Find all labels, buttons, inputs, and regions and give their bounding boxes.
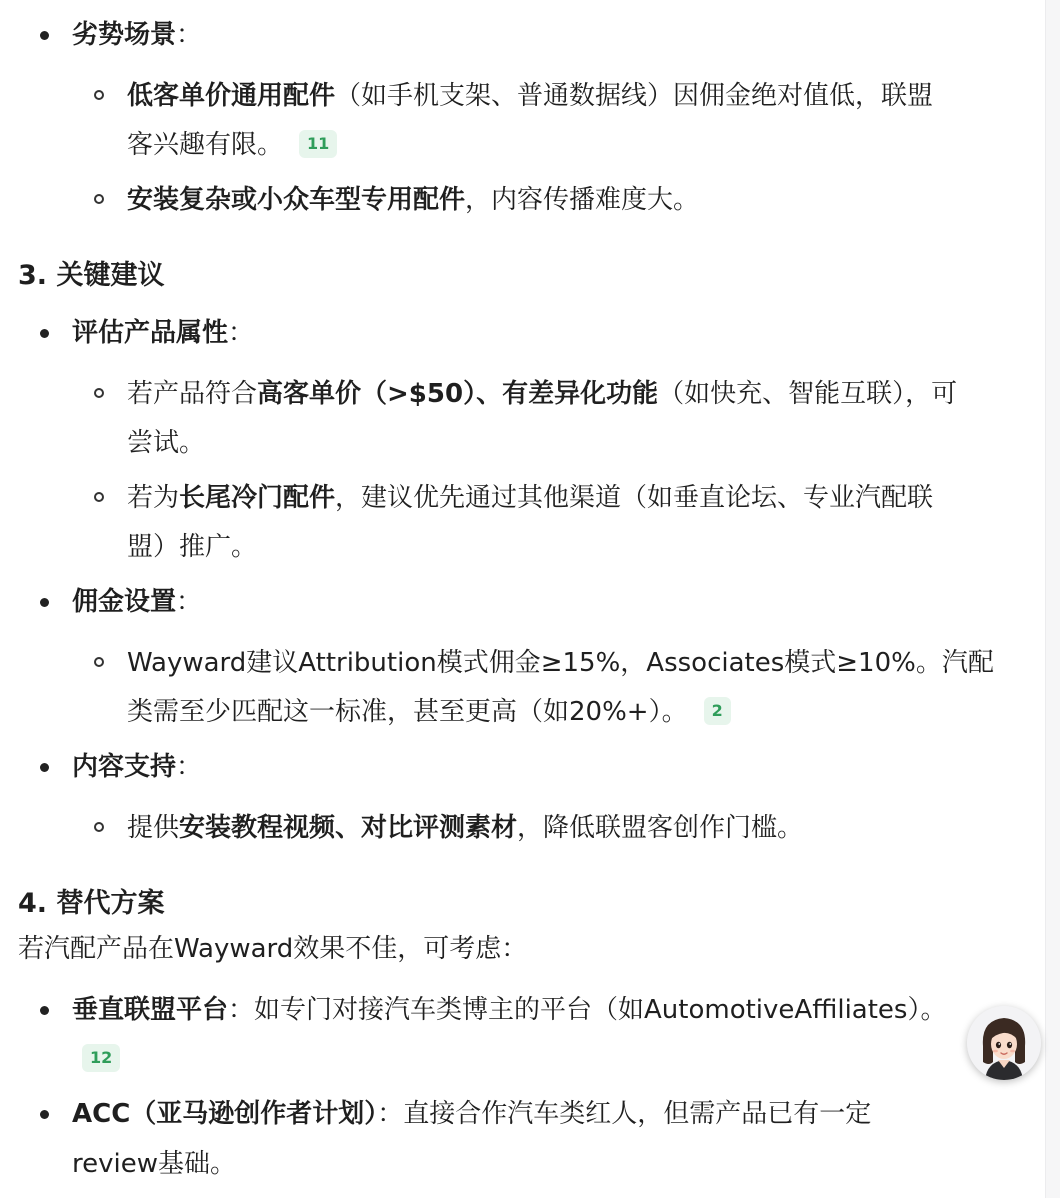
bold-text: 垂直联盟平台: [72, 995, 229, 1025]
item-label: 内容支持: [72, 752, 177, 782]
list-item: [72, 742, 202, 792]
circle-bullet: [94, 388, 104, 398]
text: 若为: [127, 483, 180, 513]
bold-text: 有差异化功能: [502, 379, 659, 409]
text: Wayward建议Attribution模式佣金≥15%，Associates模式≥10%。汽配: [127, 648, 994, 678]
section-heading: 3. 关键建议: [18, 260, 165, 291]
circle-bullet: [94, 657, 104, 667]
citation-badge[interactable]: 2: [704, 697, 731, 725]
item-label: 劣势场景: [72, 20, 177, 50]
text: ，内容传播难度大。: [465, 185, 700, 215]
citation-badge[interactable]: 11: [299, 130, 337, 158]
sub-list-item: [127, 804, 1012, 853]
sub-list-item: [127, 176, 1012, 225]
list-item: [72, 1089, 871, 1189]
bullet-dot: [40, 763, 49, 772]
text: review基础。: [72, 1149, 236, 1179]
colon: ：: [176, 752, 203, 782]
circle-bullet: [94, 194, 104, 204]
citation-badge[interactable]: 12: [82, 1044, 120, 1072]
circle-bullet: [94, 492, 104, 502]
bullet-dot: [40, 1110, 49, 1119]
item-label: 评估产品属性: [72, 318, 229, 348]
text: 盟）推广。: [127, 532, 258, 562]
text: ：直接合作汽车类红人，但需产品已有一定: [377, 1099, 872, 1129]
bullet-dot: [40, 31, 49, 40]
text: ，建议优先通过其他渠道（如垂直论坛、专业汽配联: [335, 483, 934, 513]
section-heading: 4. 替代方案: [18, 888, 165, 919]
colon: ：: [228, 318, 255, 348]
assistant-avatar-button[interactable]: [967, 1006, 1041, 1080]
text: 提供: [127, 813, 180, 843]
circle-bullet: [94, 90, 104, 100]
text: 尝试。: [127, 428, 206, 458]
sub-list-item: [127, 639, 1012, 737]
text: 客兴趣有限。: [127, 130, 284, 160]
bold-text: 安装复杂或小众车型专用配件: [127, 185, 466, 215]
list-item: [72, 577, 202, 627]
text: 若产品符合: [127, 379, 258, 409]
bullet-dot: [40, 329, 49, 338]
scrollbar-track[interactable]: [1045, 0, 1060, 1198]
bullet-dot: [40, 598, 49, 607]
list-item: [72, 10, 202, 60]
bold-text: 、: [476, 379, 503, 409]
sub-list-item: [127, 370, 1012, 468]
list-item: [72, 308, 254, 358]
sub-list-item: [127, 72, 1012, 170]
text: ：如专门对接汽车类博主的平台（如AutomotiveAffiliates）。: [228, 995, 947, 1025]
circle-bullet: [94, 822, 104, 832]
paragraph: 若汽配产品在Wayward效果不佳，可考虑：: [18, 934, 528, 964]
bold-text: 高客单价（>$50）: [257, 379, 477, 409]
bold-text: 长尾冷门配件: [179, 483, 336, 513]
bold-text: ACC（亚马逊创作者计划）: [72, 1099, 378, 1129]
text: （如手机支架、普通数据线）因佣金绝对值低，联盟: [335, 81, 934, 111]
bullet-dot: [40, 1006, 49, 1015]
text: 类需至少匹配这一标准，甚至更高（如20%+）。: [127, 697, 688, 727]
text: ，降低联盟客创作门槛。: [517, 813, 804, 843]
avatar-icon: [967, 1006, 1041, 1080]
colon: ：: [176, 20, 203, 50]
sub-list-item: [127, 474, 1012, 572]
item-label: 佣金设置: [72, 587, 177, 617]
text: （如快充、智能互联），可: [658, 379, 958, 409]
colon: ：: [176, 587, 203, 617]
list-item: [72, 985, 946, 1035]
bold-text: 低客单价通用配件: [127, 81, 336, 111]
bold-text: 安装教程视频、对比评测素材: [179, 813, 518, 843]
